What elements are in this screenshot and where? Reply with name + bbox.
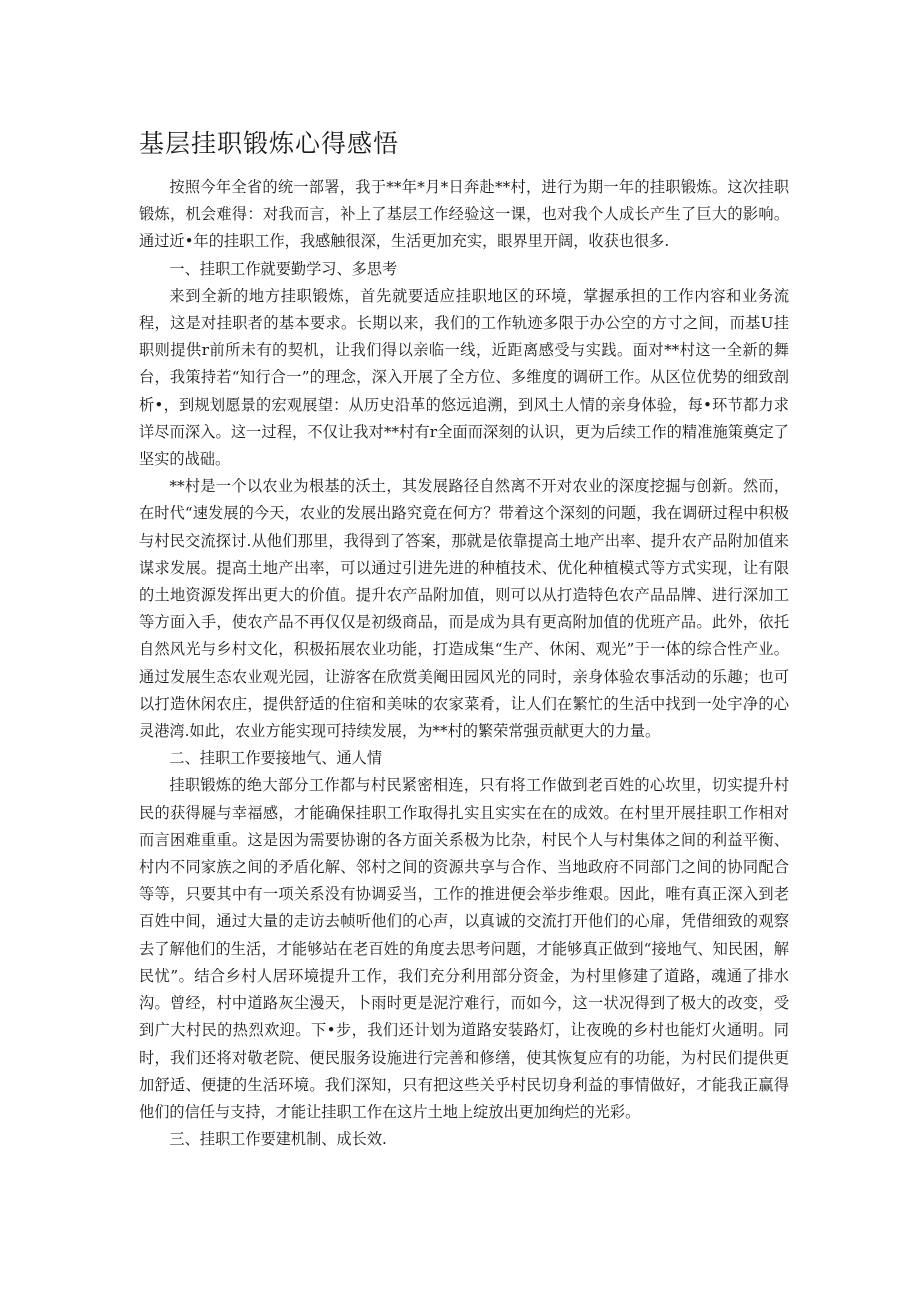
section-3-heading: 三、挂职工作要建机制、成长效. xyxy=(169,1130,387,1149)
intro-paragraph: 按照今年全省的统一部署，我于**年*月*日奔赴**村，进行为期一年的挂职锻炼。这次挂职锻炼，机会难得：对我而言，补上了基层工作经验这一课，也对我个人成长产生了巨大的影响。通过近•年的挂职工作，我感触很深，生活更加充实，眼界里开阔，收获也很多. xyxy=(139,178,789,251)
document-page xyxy=(139,126,789,1153)
section-1-heading: 一、挂职工作就要勤学习、多思考 xyxy=(169,259,398,278)
section-2-heading: 二、挂职工作要接地气、通人情 xyxy=(169,749,383,768)
section-1-paragraph-2: **村是一个以农业为根基的沃土，其发展路径自然离不开对农业的深度挖掘与创新。然而，在时代“速发展的今天，农业的发展出路究竟在何方？带着这个深刻的问题，我在调研过程中积极与村民交流探讨.从他们那里，我得到了答案，那就是依靠提高土地产出率、提升农产品附加值来谋求发展。提高土地产出率，可以通过引进先进的种植技术、优化种植模式等方式实现，让有限的土地资源发挥出更大的价值。提升农产品附加值，则可以从打造特色农产品品牌、进行深加工等方面入手，使农产品不再仅仅是初级商品，而是成为具有更高附加值的优班产品。此外，依托自然风光与乡村文化，积极拓展农业功能，打造成集“生产、休闲、观光”于一体的综合性产业。通过发展生态农业观光园，让游客在欣赏美阉田园风光的同时，亲身体验农事活动的乐趣；也可以打造休闲农庄，提供舒适的住宿和美味的农家菜肴，让人们在繁忙的生活中找到一处宇净的心灵港湾.如此，农业方能实现可持续发展，为**村的繁荣常强贡献更大的力量。 xyxy=(139,477,789,741)
section-1-paragraph-1: 来到全新的地方挂职锻炼，首先就要适应挂职地区的环境，掌握承担的工作内容和业务流程，这是对挂职者的基本要求。长期以来，我们的工作轨迹多限于办公空的方寸之间，而基U挂职则提供r前所未有的契机，让我们得以亲临一线，近距离感受与实践。面对**村这一全新的舞台，我策持若“知行合一”的理念，深入开展了全方位、多维度的调研工作。从区位优势的细致剖析•，到规划愿景的宏观展望：从历史沿革的悠远追溯，到风土人情的亲身体验，每•环节都力求详尽而深入。这一过程，不仅让我对**村有r全面而深刻的认识，更为后续工作的精准施策奠定了坚实的战础。 xyxy=(139,286,789,469)
section-2-paragraph-1: 挂职锻炼的绝大部分工作都与村民紧密相连，只有将工作做到老百姓的心坎里，切实提升村民的获得屣与幸福感，才能确保挂职工作取得扎实且实实在在的成效。在村里开展挂职工作相对而言困难重重。这是因为需要协谢的各方面关系极为比杂，村民个人与村集体之间的利益平衡、村内不同家族之间的矛盾化解、邻村之间的资源共享与合作、当地政府不同部门之间的协同配合等等，只要其中有一项关系没有协调妥当，工作的推进便会举步维艰。因此，唯有真正深入到老百姓中间，通过大量的走访去帧听他们的心声，以真诚的交流打开他们的心扉，凭借细致的观察去了解他们的生活，才能够站在老百姓的角度去思考问题，才能够真正做到“接地气、知民困，解民忧”。结合乡村人居环境提升工作，我们充分利用部分资金，为村里修建了道路，魂通了排水沟。曾经，村中道路灰尘漫天，卜雨时更是泥泞难行，而如今，这一状况得到了极大的改变，受到广大村民的热烈欢迎。下•步，我们还计划为道路安装路灯，让夜晚的乡村也能灯火通明。同时，我们还将对敬老院、便民服务设施进行完善和修缮，使其恢复应有的功能，为村民们提供更加舒适、便捷的生活环境。我们深知，只有把这些关乎村民切身利益的事情做好，才能我正赢得他们的信任与支持，才能让挂职工作在这片土地上绽放出更加绚烂的光彩。 xyxy=(139,776,789,1121)
document-title: 基层挂职锻炼心得感悟 xyxy=(139,129,400,158)
